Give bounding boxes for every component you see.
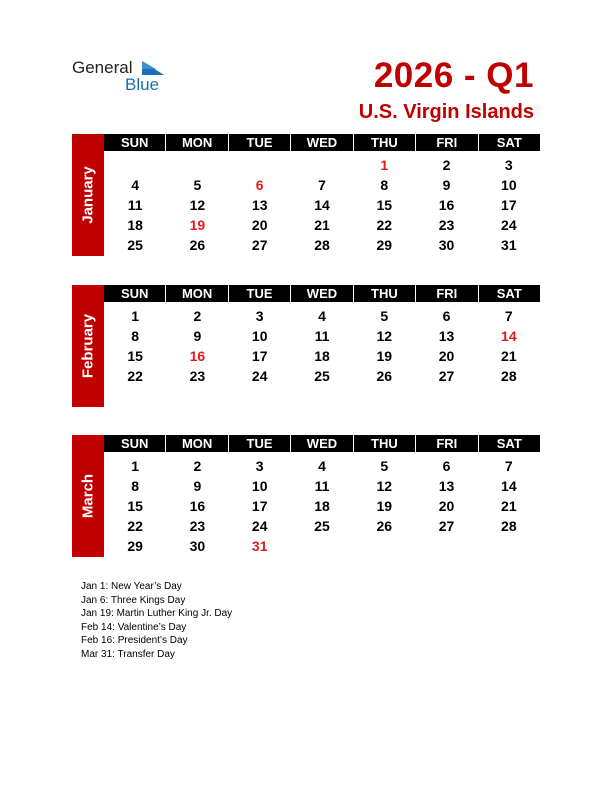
day-cell: 30 [438, 237, 455, 253]
week-row [104, 478, 540, 498]
day-cell: 7 [318, 177, 326, 193]
day-cell: 28 [501, 368, 517, 384]
week-row [104, 328, 540, 348]
week-row [104, 177, 540, 197]
weekday-header: SUN [104, 435, 165, 452]
weekday-header: WED [291, 435, 352, 452]
weekday-header: MON [166, 134, 227, 151]
day-cell: 17 [251, 348, 268, 364]
day-cell: 7 [504, 458, 513, 474]
day-cell: 14 [501, 478, 517, 494]
day-cell [229, 157, 291, 177]
weekday-header: SAT [479, 435, 540, 452]
day-cell: 5 [380, 458, 389, 474]
day-cell: 3 [255, 458, 264, 474]
weekday-header: WED [291, 285, 352, 302]
day-cell: 6 [442, 308, 451, 324]
day-cell: 24 [251, 518, 268, 534]
day-cell: 2 [193, 308, 202, 324]
day-cell: 8 [131, 328, 140, 344]
weekday-header: SUN [104, 134, 165, 151]
weekday-header: TUE [229, 285, 290, 302]
day-cell: 12 [376, 478, 393, 494]
day-cell: 13 [438, 328, 455, 344]
month-name: February [79, 313, 97, 379]
day-cell: 13 [438, 478, 455, 494]
week-row [104, 458, 540, 478]
weekday-header: FRI [416, 435, 477, 452]
day-cell: 2 [193, 458, 202, 474]
logo-flag-icon [142, 61, 164, 75]
day-cell: 28 [501, 518, 517, 534]
weekday-header: FRI [416, 134, 477, 151]
holiday-notes [81, 580, 232, 661]
holiday-day-cell: 14 [501, 328, 517, 344]
logo-general-text: General [72, 58, 133, 77]
day-cell: 27 [251, 237, 268, 253]
day-cell: 15 [127, 498, 143, 514]
day-cell: 15 [376, 197, 393, 213]
weekday-header: MON [166, 435, 227, 452]
day-cell: 1 [131, 308, 140, 324]
day-cell: 10 [251, 328, 268, 344]
day-cell: 24 [251, 368, 268, 384]
day-cell: 19 [376, 498, 393, 514]
day-cell: 11 [314, 328, 330, 344]
day-cell: 11 [127, 197, 143, 213]
day-cell: 20 [251, 217, 268, 233]
day-cell [291, 538, 353, 558]
weekday-header: THU [354, 134, 415, 151]
day-cell: 31 [501, 237, 517, 253]
day-cell: 29 [127, 538, 143, 554]
day-cell: 22 [127, 518, 143, 534]
day-cell: 3 [255, 308, 264, 324]
day-cell: 21 [501, 348, 517, 364]
holiday-day-cell: 6 [255, 177, 264, 193]
day-cell: 1 [131, 458, 140, 474]
day-cell: 4 [131, 177, 140, 193]
brand-logo [72, 58, 172, 98]
weekday-header: SAT [479, 134, 540, 151]
holiday-note: Jan 6: Three Kings Day [81, 594, 186, 606]
day-cell: 16 [438, 197, 455, 213]
day-cell: 30 [189, 538, 206, 554]
day-cell: 27 [438, 518, 455, 534]
day-cell: 26 [376, 368, 393, 384]
day-cell: 12 [376, 328, 393, 344]
week-row [104, 498, 540, 518]
day-cell [415, 538, 477, 558]
day-cell: 26 [189, 237, 206, 253]
day-cell: 28 [314, 237, 330, 253]
day-cell: 24 [501, 217, 517, 233]
day-cell: 11 [314, 478, 330, 494]
day-cell: 8 [131, 478, 140, 494]
day-cell: 7 [504, 308, 513, 324]
week-row [104, 368, 540, 388]
weekday-header: FRI [416, 285, 477, 302]
day-cell: 23 [189, 368, 206, 384]
day-cell [291, 157, 353, 177]
day-cell: 18 [314, 498, 330, 514]
month-grid [104, 285, 540, 388]
day-cell: 15 [127, 348, 143, 364]
day-cell: 16 [189, 498, 206, 514]
month-name: March [79, 473, 97, 519]
day-cell [353, 538, 415, 558]
weekday-header: MON [166, 285, 227, 302]
week-row [104, 348, 540, 368]
day-cell: 25 [127, 237, 143, 253]
day-cell: 9 [193, 478, 202, 494]
day-cell: 5 [193, 177, 202, 193]
day-cell [104, 157, 166, 177]
day-cell: 21 [314, 217, 330, 233]
day-cell: 4 [318, 308, 326, 324]
holiday-note: Feb 14: Valentine’s Day [81, 621, 187, 633]
day-cell: 10 [251, 478, 268, 494]
day-cell: 26 [376, 518, 393, 534]
holiday-day-cell: 1 [380, 157, 389, 173]
day-cell: 25 [314, 368, 330, 384]
day-cell: 3 [504, 157, 513, 173]
day-cell: 27 [438, 368, 455, 384]
day-cell [166, 157, 228, 177]
page-title: 2026 - Q1 [373, 56, 534, 95]
holiday-day-cell: 19 [189, 217, 206, 233]
weekday-header: SUN [104, 285, 165, 302]
month-label-tab [72, 134, 104, 256]
day-cell: 25 [314, 518, 330, 534]
weekday-header: TUE [229, 435, 290, 452]
day-cell: 13 [251, 197, 268, 213]
week-row [104, 237, 540, 257]
day-cell: 21 [501, 498, 517, 514]
month-grid [104, 435, 540, 558]
day-cell: 19 [376, 348, 393, 364]
week-row [104, 518, 540, 538]
day-cell: 20 [438, 498, 455, 514]
holiday-day-cell: 31 [251, 538, 268, 554]
day-cell: 23 [189, 518, 206, 534]
week-row [104, 217, 540, 237]
month-label-tab [72, 285, 104, 407]
day-cell: 23 [438, 217, 455, 233]
day-cell: 18 [314, 348, 330, 364]
week-row [104, 197, 540, 217]
weekday-header: TUE [229, 134, 290, 151]
weekday-header: THU [354, 285, 415, 302]
month-label-tab [72, 435, 104, 557]
day-cell: 22 [376, 217, 393, 233]
day-cell: 17 [251, 498, 268, 514]
day-cell: 10 [501, 177, 517, 193]
weekday-header: SAT [479, 285, 540, 302]
holiday-note: Mar 31: Transfer Day [81, 648, 175, 660]
day-cell: 22 [127, 368, 143, 384]
holiday-day-cell: 16 [189, 348, 206, 364]
month-grid [104, 134, 540, 257]
day-cell: 2 [442, 157, 451, 173]
day-cell: 12 [189, 197, 206, 213]
day-cell: 9 [442, 177, 451, 193]
month-name: January [79, 166, 97, 224]
day-cell: 5 [380, 308, 389, 324]
day-cell: 17 [501, 197, 517, 213]
day-cell: 6 [442, 458, 451, 474]
weekday-header-row [104, 285, 540, 302]
holiday-note: Jan 19: Martin Luther King Jr. Day [81, 608, 233, 619]
weekday-header: THU [354, 435, 415, 452]
week-row [104, 157, 540, 177]
day-cell: 18 [127, 217, 143, 233]
holiday-note: Jan 1: New Year’s Day [81, 581, 182, 592]
weekday-header-row [104, 435, 540, 452]
week-row [104, 538, 540, 558]
day-cell [478, 538, 540, 558]
day-cell: 29 [376, 237, 393, 253]
day-cell: 4 [318, 458, 326, 474]
day-cell: 20 [438, 348, 455, 364]
logo-blue-text: Blue [125, 75, 160, 94]
day-cell: 14 [314, 197, 330, 213]
weekday-header: WED [291, 134, 352, 151]
holiday-note: Feb 16: President’s Day [81, 635, 188, 646]
day-cell: 9 [193, 328, 202, 344]
week-row [104, 308, 540, 328]
weekday-header-row [104, 134, 540, 151]
day-cell: 8 [380, 177, 389, 193]
page-subtitle: U.S. Virgin Islands [358, 101, 534, 123]
